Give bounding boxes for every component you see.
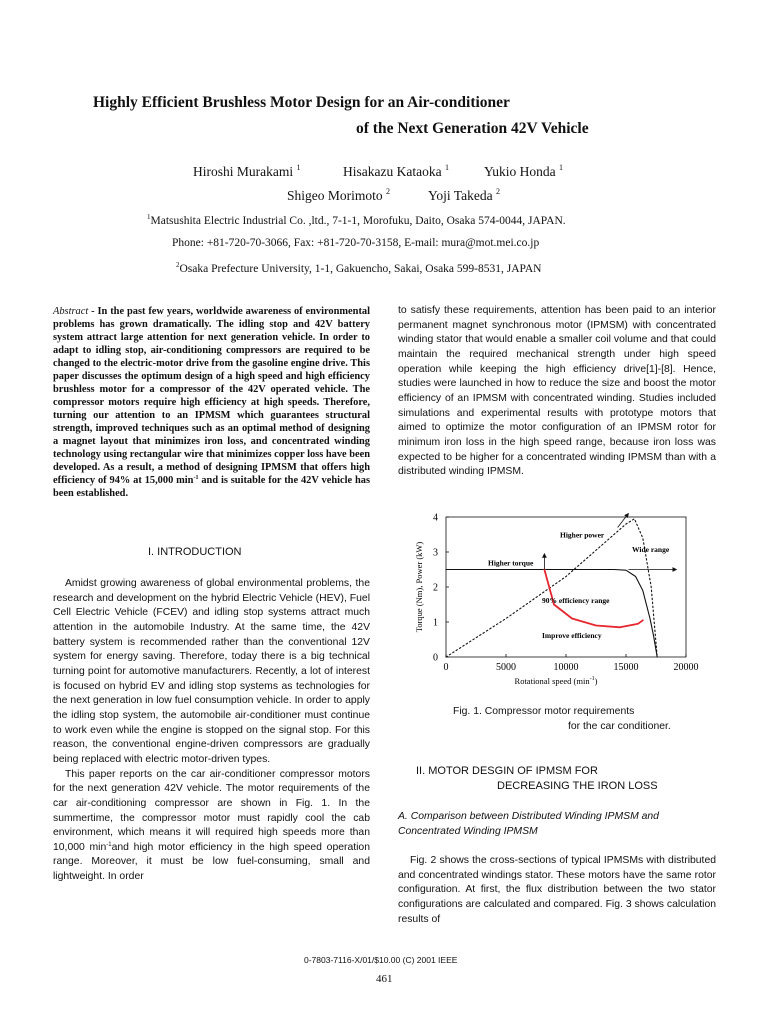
- section2-paragraph-1: Fig. 2 shows the cross-sections of typical IPMSMs with distributed and concentrated windings stator. These motors have the same rotor configuration. At first, the flux distribution between the two stator configurations are calculated and compared. Fig. 3 shows calculation results of: [398, 855, 716, 925]
- contact-info: Phone: +81-720-70-3066, Fax: +81-720-70-3158, E-mail: mura@mot.mei.co.jp: [172, 237, 540, 249]
- y-tick-label: 2: [433, 582, 438, 594]
- fig1-chart: [396, 505, 706, 700]
- section2-heading-line2: DECREASING THE IRON LOSS: [497, 780, 658, 792]
- y-tick-label: 0: [433, 652, 438, 664]
- copyright-notice: 0-7803-7116-X/01/$10.00 (C) 2001 IEEE: [304, 955, 458, 965]
- author-5: Yoji Takeda $^2$: [428, 187, 500, 203]
- higher-power-label: Higher power: [560, 530, 605, 540]
- x-axis-label: Rotational speed $(\min^{-1})$: [514, 676, 598, 686]
- x-tick-label: 15000: [613, 662, 639, 673]
- page-number: 461: [376, 973, 393, 985]
- y-axis-label: Torque (Nm), Power (kW): [414, 541, 424, 633]
- torque-curve: [446, 570, 657, 658]
- paper-title-line1: Highly Efficient Brushless Motor Design for an Air-conditioner: [93, 94, 510, 111]
- y-tick-label: 4: [433, 512, 438, 524]
- intro-heading: I. INTRODUCTION: [148, 546, 242, 558]
- y-tick-label: 1: [433, 617, 438, 629]
- y-tick-label: 3: [433, 547, 438, 559]
- fig1-caption-line2: for the car conditioner.: [568, 721, 671, 732]
- intro-body-left: [53, 577, 370, 885]
- x-tick-label: 10000: [553, 662, 579, 673]
- author-2: Hisakazu Kataoka $^1$: [343, 163, 449, 179]
- paper-title-line2: of the Next Generation 42V Vehicle: [356, 120, 589, 137]
- efficiency-range-label: 90% efficiency range: [542, 595, 610, 605]
- higher-power-arrow: [618, 514, 629, 528]
- section2-heading-line1: II. MOTOR DESGIN OF IPMSM FOR: [416, 765, 598, 777]
- author-4: Shigeo Morimoto $^2$: [287, 187, 391, 203]
- intro-paragraph-2: This paper reports on the car air-conditioner compressor motors for the next generation 42V vehicle. The motor requirements of the car air-conditioning compressor are shown in Fig. 1. In the summertime, the compressor motor must rapidly cool the cab environment, which means it will required high speeds more than 10,000 $\min^{-1}and$ high motor efficiency in the high speed operation range. Moreover, it must be low fuel-consuming, small and lightweight. In order: [53, 768, 370, 883]
- improve-efficiency-label: Improve efficiency: [542, 630, 602, 640]
- x-tick-label: 0: [443, 662, 449, 673]
- intro-body-right: [398, 304, 716, 480]
- affiliation-1: $^1$Matsushita Electric Industrial Co. ,ltd., 7-1-1, Morofuku, Daito, Osaka 574-0044, JAPAN.: [147, 213, 566, 227]
- fig1-caption-line1: Fig. 1. Compressor motor requirements: [453, 706, 635, 717]
- subsection-a-heading: A. Comparison between Distributed Winding IPMSM and Concentrated Winding IPMSM: [398, 811, 659, 837]
- author-3: Yukio Honda $^1$: [484, 163, 563, 179]
- wide-range-label: Wide range: [632, 545, 670, 554]
- intro-paragraph-3: to satisfy these requirements, attention has been paid to an interior permanent magnet synchronous motor (IPMSM) with concentrated winding stator that would enable a smaller coil volume and that could maintain the required mechanical strength under high speed operation while keeping the high efficiency drive[1]-[8]. Hence, studies were launched in how to reduce the size and boost the motor efficiency of an IPMSM with concentrated winding. Studies included simulations and experimental results with prototype motors that aimed to optimize the motor configuration of an IPMSM rotor for minimum iron loss in the high speed range, because iron loss was expected to be higher for a concentrated winding IPMSM than with a distributed winding IPMSM.: [398, 305, 716, 478]
- section2-body: [398, 854, 716, 927]
- affiliation-2: $^2$Osaka Prefecture University, 1-1, Gakuencho, Sakai, Osaka 599-8531, JAPAN: [176, 261, 542, 275]
- x-tick-label: 20000: [673, 662, 699, 673]
- x-tick-label: 5000: [496, 662, 516, 673]
- author-1: Hiroshi Murakami $^1$: [193, 163, 301, 179]
- intro-paragraph-1: Amidst growing awareness of global environmental problems, the research and development on the hybrid Electric Vehicle (HEV), Fuel Cell Electric Vehicle (FCEV) and idling stop systems attract much attention in the automobile Industry. At the same time, the 42V battery system is recommended rather than the conventional 12V system for energy saving. Therefore, today there is a big technical turning point for automotive manufacturers. Recently, a lot of interest is focused on hybrid EV and idling stop systems as technologies for the next generation in low fuel consumption vehicle. In order to apply the idling stop system, the automobile air-conditioner must continue to work even while the engine is stopped on the signal stop. For this reason, the conventional engine-driven compressors are gradually being replaced with electric motor-driven types.: [53, 578, 370, 765]
- abstract: Abstract - In the past few years, worldwide awareness of environmental problems has grown dramatically. The idling stop and 42V battery system attract large attention for next generation vehicle. In order to adapt to idling stop, air-conditioning compressors are required to be changed to the electric-motor drive from the gasoline engine drive. This paper discusses the optimum design of a high speed and high efficiency brushless motor for a compressor of the 42V operated vehicle. The compressor motors require high efficiency at high speeds. Therefore, turning our attention to an IPMSM which guarantees structural strength, improved techniques such as an optimal method of designing a magnet layout that minimizes iron loss, and concentrated winding technology using rectangular wire that minimizes copper loss have been developed. As a result, a method of designing IPMSM that offers high efficiency of 94% at 15,000 $\min^{-1}$ and is suitable for the 42V vehicle has been established.: [53, 306, 371, 499]
- higher-torque-label: Higher torque: [488, 558, 534, 568]
